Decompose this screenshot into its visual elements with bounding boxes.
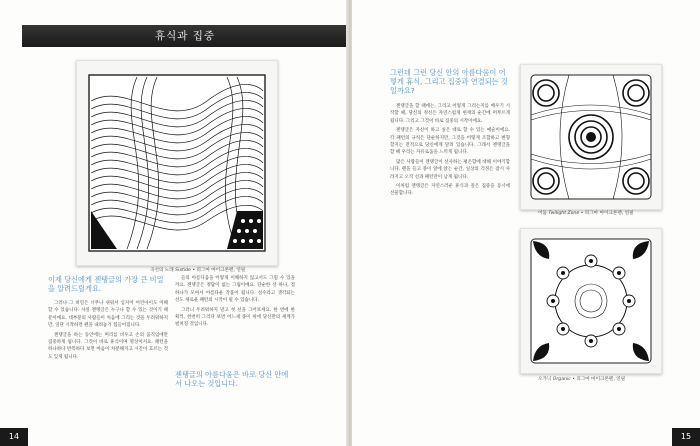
zentangle-circles-artwork	[521, 65, 661, 209]
caption-swirls: 곡선의 노래 Sixtide • 피그마 마이크론펜, 연필	[150, 268, 246, 273]
page-number-left: 14	[0, 428, 28, 446]
pull-quote-question: 그런데 그런 당신 안의 아름다움이 어떻게 휴식, 그리고 집중과 연결되는 것일까요?	[390, 68, 508, 96]
artwork-card-swirls	[76, 60, 278, 266]
caption-circles: 어둠 Twilight Zone • 피그마 마이크론펜, 연필	[538, 211, 634, 216]
zentangle-organic-artwork	[521, 229, 661, 373]
pull-quote-secret: 이제 당신에게 젠탱글의 가장 큰 비밀을 알려드릴게요.	[48, 275, 164, 294]
body-column-b	[175, 275, 295, 331]
paragraph: 그러니 두려워하지 말고 첫 선을 그어보세요. 한 번에 한 획씩, 천천히 그리다 보면 어느새 종이 위에 당신만의 세계가 펼쳐질 것입니다.	[175, 307, 295, 328]
zentangle-wave-artwork	[77, 61, 277, 265]
body-column-a	[48, 300, 168, 363]
section-header-bar	[22, 25, 348, 47]
page-number-right: 15	[672, 428, 700, 446]
caption-organic: 오가닉 Organic • 피그마 마이크론펜, 연필	[538, 377, 626, 382]
paragraph: 많은 사람들이 젠탱글이 선사하는 평온함에 대해 이야기합니다. 펜을 들고 종이 앞에 앉는 순간, 일상의 걱정은 잠시 사라지고 오직 선과 패턴만이 남게 됩니다.	[390, 159, 510, 180]
paragraph: 젠탱글을 하는 동안에는 머리를 비우고 손의 움직임에만 집중하게 됩니다. 그것이 바로 휴식이며 명상이지요. 패턴을 하나하나 반복하다 보면 마음이 차분해지고 시간이 흐르는 것도 잊게 됩니다.	[48, 332, 168, 360]
pull-quote-beauty: 젠탱글의 아름다움은 바로 당신 안에서 나오는 것입니다.	[175, 370, 289, 389]
artwork-card-circles	[520, 64, 662, 210]
paragraph: 들의 아름다움을 어떻게 이해하지 않고서도 그릴 수 있을까요. 젠탱글은 정답이 없는 그림이에요. 단순한 선 하나, 점 하나가 모여서 아름다운 작품이 됩니다. 실수라고 생각되는 선도 새로운 패턴의 시작이 될 수 있습니다.	[175, 276, 295, 304]
paragraph: 젠탱글을 할 때에는, 그리고 어떻게 그리는지를 배우기 시작할 때, 당신의 정신은 자연스럽게 현재의 순간에 머무르게 됩니다. 그리고 그것이 바로 집중의 시작이에요.	[390, 104, 510, 124]
paragraph: 젠탱글은 자신이 하고 싶은 대로 할 수 있는 예술이에요. 각 패턴의 규칙은 단순하지만, 그것을 어떻게 조합하고 변형할지는 전적으로 당신에게 달려 있습니다. 그래서 젠탱글을 할 때 우리는 자유로움을 느끼게 됩니다.	[390, 128, 510, 156]
artwork-card-organic	[520, 228, 662, 374]
paragraph: 그러나 그 비밀은 너무나 쉬워서 심지어 어린아이도 이해할 수 있습니다. 사실 젠탱글은 누구나 할 수 있는 것이기 때문이에요. 대부분의 사람들이 처음에 그리는 것을 두려워하지만, 일단 시작하면 펜을 내려놓기 힘들어집니다.	[48, 301, 168, 329]
section-title: 휴식과 집중	[154, 30, 216, 42]
right-page	[352, 0, 700, 446]
paragraph: 이처럼 젠탱글은 자연스러운 휴식과 깊은 집중을 동시에 선물합니다.	[390, 184, 510, 197]
left-page	[0, 0, 348, 446]
body-column-right	[390, 103, 510, 200]
